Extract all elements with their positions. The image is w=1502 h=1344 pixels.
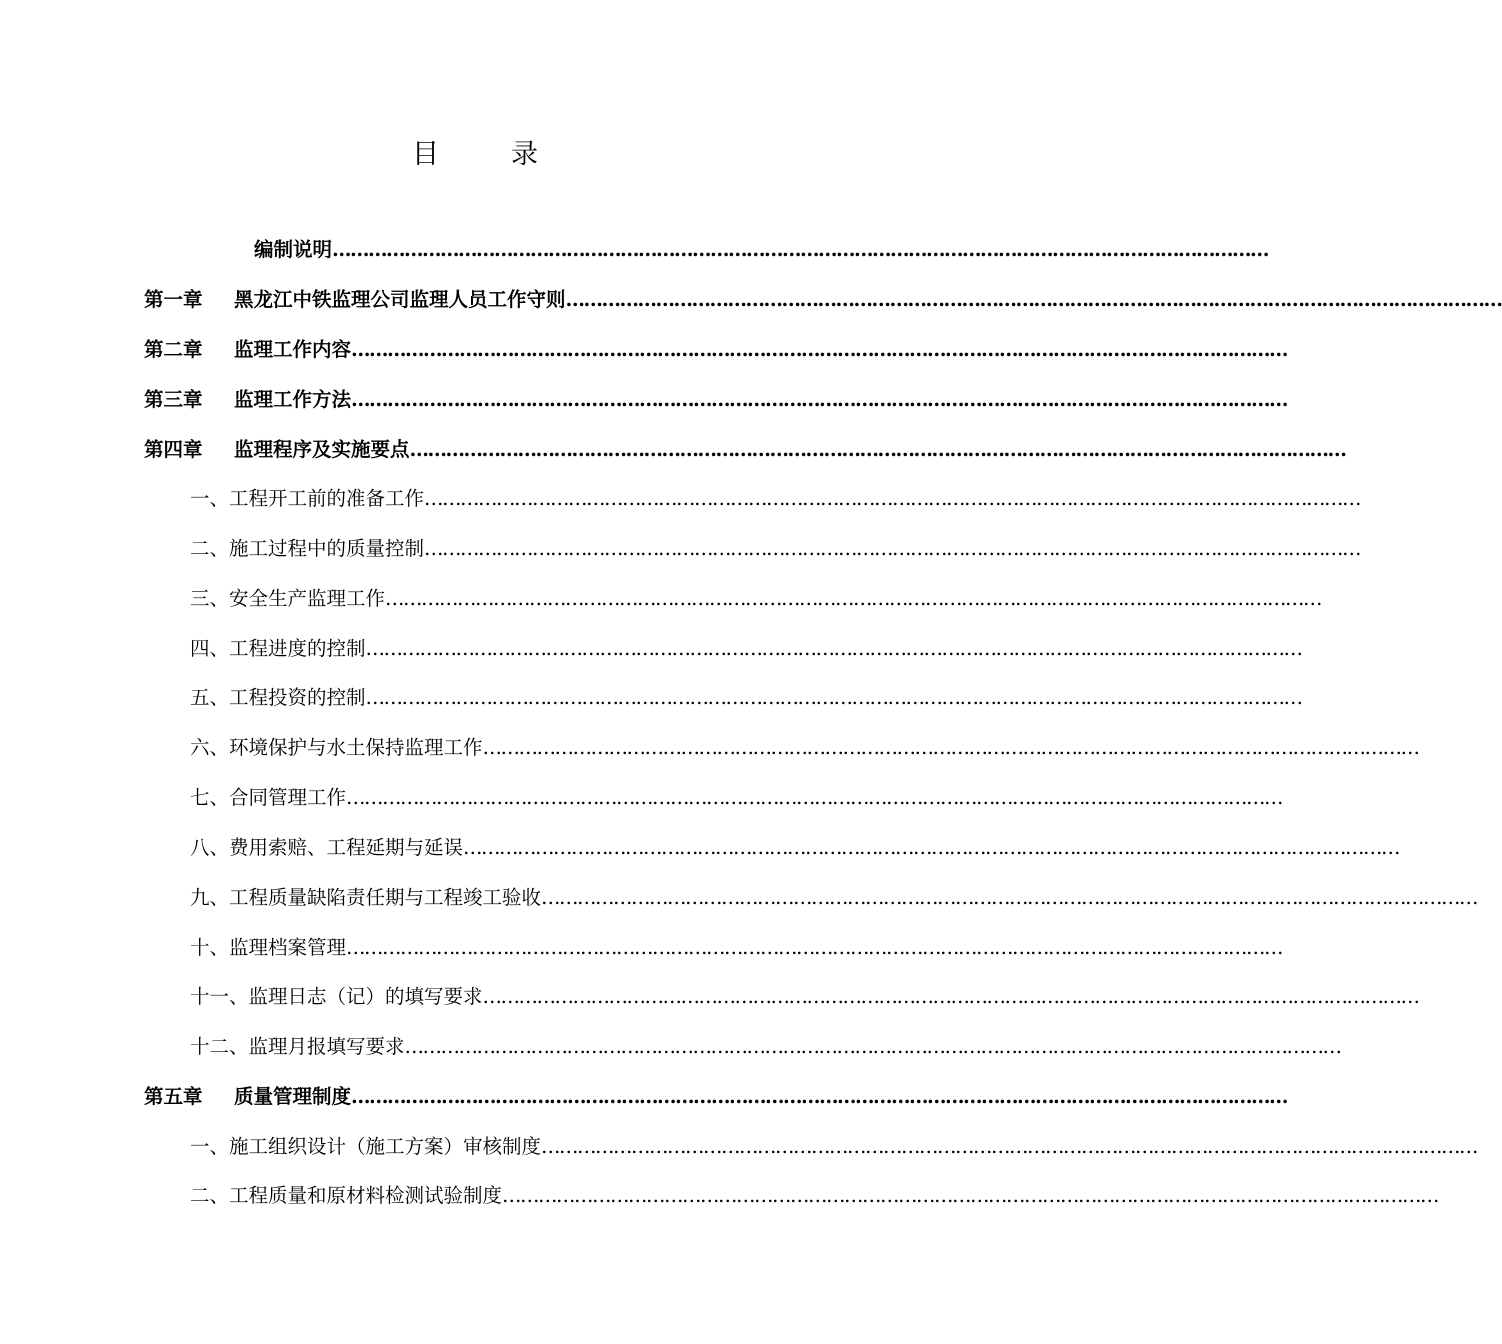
toc-entry-text: 一、施工组织设计（施工方案）审核制度 (190, 1135, 542, 1158)
toc-entry-text: 一、工程开工前的准备工作 (190, 487, 425, 510)
toc-leader-dots: ………………………………………………………………………………………………………………………………………… (365, 637, 1302, 660)
toc-leader-dots: ………………………………………………………………………………………………………………………………………… (541, 1135, 1478, 1158)
toc-entry-section[interactable] (190, 1176, 1439, 1216)
toc-chapter-number: 第五章 (144, 1085, 203, 1108)
toc-entry-section[interactable] (190, 928, 1283, 968)
toc-entry-text: 十、监理档案管理 (190, 936, 347, 959)
toc-entry-text: 四、工程进度的控制 (190, 637, 366, 660)
toc-entry-section[interactable] (190, 629, 1302, 669)
toc-entry-text: 九、工程质量缺陷责任期与工程竣工验收 (190, 886, 542, 909)
toc-leader-dots: ………………………………………………………………………………………………………………………………………… (385, 587, 1322, 610)
toc-entry-section[interactable] (190, 479, 1361, 519)
toc-entry-chapter-2[interactable] (144, 330, 1288, 370)
toc-leader-dots: ………………………………………………………………………………………………………………………………………… (346, 936, 1283, 959)
toc-entry-text: 五、工程投资的控制 (190, 686, 366, 709)
toc-entry-section[interactable] (190, 579, 1322, 619)
toc-entry-chapter-3[interactable] (144, 380, 1288, 420)
toc-entry-text: 六、环境保护与水土保持监理工作 (190, 736, 483, 759)
toc-entry-section[interactable] (190, 778, 1283, 818)
toc-leader-dots: ………………………………………………………………………………………………………………………………………… (346, 786, 1283, 809)
toc-entry-text: 二、施工过程中的质量控制 (190, 537, 425, 560)
toc-entry-text: 监理工作方法 (234, 388, 352, 411)
toc-leader-dots: ………………………………………………………………………………………………………………………………………… (409, 438, 1346, 461)
toc-entry-section[interactable] (190, 977, 1419, 1017)
toc-entry-text: 七、合同管理工作 (190, 786, 347, 809)
toc-leader-dots: ………………………………………………………………………………………………………………………………………… (424, 487, 1361, 510)
toc-leader-dots: ………………………………………………………………………………………………………………………………………… (502, 1184, 1439, 1207)
title-char-1: 目 (412, 139, 439, 170)
toc-entry-chapter-5[interactable] (144, 1077, 1288, 1117)
toc-entry-text: 质量管理制度 (234, 1085, 352, 1108)
toc-entry-section[interactable] (190, 529, 1361, 569)
toc-entry-text: 三、安全生产监理工作 (190, 587, 386, 610)
page-title (0, 132, 950, 171)
toc-entry-text: 黑龙江中铁监理公司监理人员工作守则 (234, 288, 566, 311)
toc-chapter-number: 第四章 (144, 438, 203, 461)
toc-entry-chapter-4[interactable] (144, 430, 1346, 470)
toc-entry-section[interactable] (190, 728, 1419, 768)
toc-leader-dots: ………………………………………………………………………………………………………………………………………… (424, 537, 1361, 560)
toc-entry-section[interactable] (190, 828, 1400, 868)
toc-entry-text: 二、工程质量和原材料检测试验制度 (190, 1184, 503, 1207)
toc-leader-dots: ………………………………………………………………………………………………………………………………………… (351, 338, 1288, 361)
toc-entry-text: 编制说明 (254, 238, 333, 261)
toc-entry-intro[interactable] (254, 230, 1269, 270)
toc-chapter-number: 第二章 (144, 338, 203, 361)
toc-leader-dots: ………………………………………………………………………………………………………………………………………… (332, 238, 1269, 261)
toc-entry-section[interactable] (190, 878, 1478, 918)
toc-entry-text: 监理工作内容 (234, 338, 352, 361)
toc-leader-dots: ………………………………………………………………………………………………………………………………………… (482, 985, 1419, 1008)
toc-entry-text: 十二、监理月报填写要求 (190, 1035, 405, 1058)
toc-leader-dots: ………………………………………………………………………………………………………………………………………… (351, 1085, 1288, 1108)
toc-chapter-number: 第三章 (144, 388, 203, 411)
toc-leader-dots: ………………………………………………………………………………………………………………………………………… (541, 886, 1478, 909)
toc-leader-dots: ………………………………………………………………………………………………………………………………………… (365, 686, 1302, 709)
toc-entry-section[interactable] (190, 678, 1302, 718)
toc-chapter-number: 第一章 (144, 288, 203, 311)
toc-entry-text: 八、费用索赔、工程延期与延误 (190, 836, 464, 859)
toc-leader-dots: ………………………………………………………………………………………………………………………………………… (404, 1035, 1341, 1058)
toc-entry-text: 十一、监理日志（记）的填写要求 (190, 985, 483, 1008)
toc-leader-dots: ………………………………………………………………………………………………………………………………………… (351, 388, 1288, 411)
toc-leader-dots: ………………………………………………………………………………………………………………………………………… (482, 736, 1419, 759)
title-char-2: 录 (511, 139, 538, 170)
toc-leader-dots: ………………………………………………………………………………………………………………………………………… (565, 288, 1502, 311)
toc-entry-section[interactable] (190, 1127, 1478, 1167)
toc-leader-dots: ………………………………………………………………………………………………………………………………………… (463, 836, 1400, 859)
toc-entry-text: 监理程序及实施要点 (234, 438, 410, 461)
toc-entry-section[interactable] (190, 1027, 1341, 1067)
toc-entry-chapter-1[interactable] (144, 280, 1502, 320)
